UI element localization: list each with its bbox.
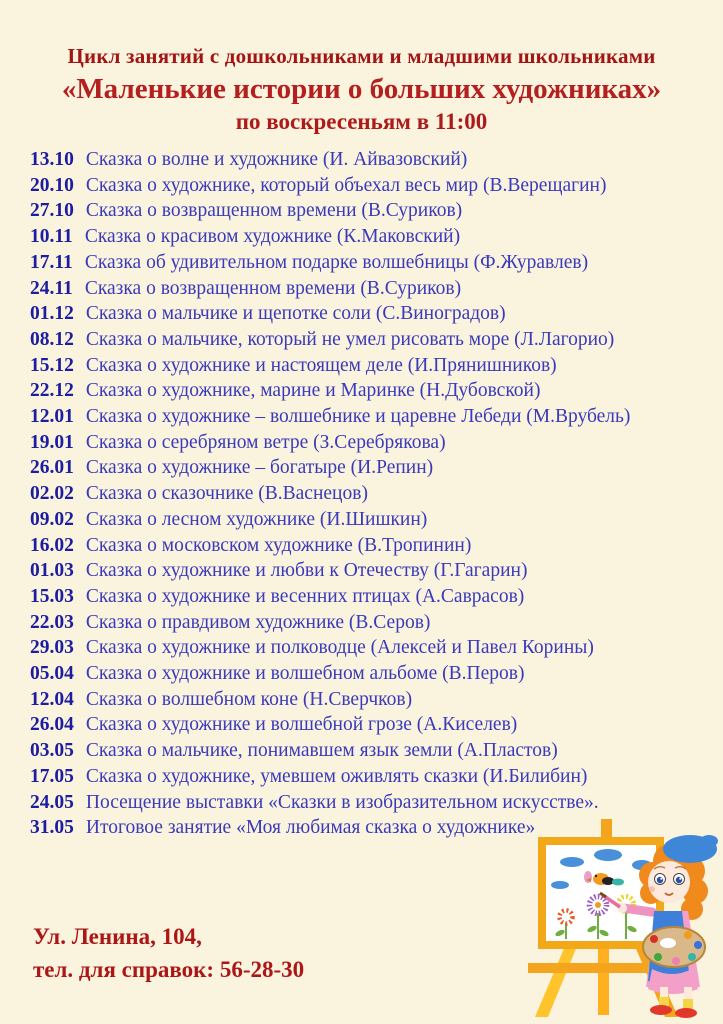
event-row <box>30 481 713 507</box>
event-date: 26.04 <box>30 714 74 736</box>
event-row <box>30 276 713 302</box>
event-row <box>30 301 713 327</box>
event-title: Сказка о художнике и весенних птицах (А.Саврасов) <box>85 585 525 607</box>
event-title: Сказка о волшебном коне (Н.Сверчков) <box>85 688 413 710</box>
event-title: Сказка о правдивом художнике (В.Серов) <box>85 611 431 633</box>
event-row <box>30 507 713 533</box>
event-row <box>30 764 713 790</box>
event-title: Сказка о художнике и любви к Отечеству (Г.Гагарин) <box>85 560 528 582</box>
event-row <box>30 790 713 816</box>
event-date: 12.04 <box>30 688 74 710</box>
event-date: 08.12 <box>30 328 74 350</box>
event-row <box>30 635 713 661</box>
event-title: Сказка о волне и художнике (И. Айвазовский) <box>85 149 468 170</box>
event-title: Сказка о мальчике и щепотке соли (С.Виноградов) <box>85 303 506 325</box>
event-date: 26.01 <box>30 457 74 479</box>
address-line: Ул. Ленина, 104, <box>33 924 202 949</box>
event-date: 01.03 <box>30 560 74 582</box>
events-list <box>0 147 723 841</box>
event-row <box>30 455 713 481</box>
event-row <box>30 378 713 404</box>
girl-blush <box>649 886 655 892</box>
event-row <box>30 198 713 224</box>
event-date: 10.11 <box>30 226 73 248</box>
event-title: Посещение выставки «Сказки в изобразительном искусстве». <box>85 791 599 813</box>
page-title: «Маленькие истории о больших художниках» <box>61 73 662 105</box>
schedule-line: по воскресеньям в 11:00 <box>235 109 488 134</box>
event-date: 20.10 <box>30 174 74 196</box>
event-title: Сказка о мальчике, который не умел рисовать море (Л.Лагорио) <box>85 328 615 350</box>
event-title: Сказка о сказочнике (В.Васнецов) <box>85 483 368 505</box>
event-date: 22.12 <box>30 380 74 402</box>
event-date: 31.05 <box>30 817 74 839</box>
event-row <box>30 533 713 559</box>
event-title: Сказка об удивительном подарке волшебницы (Ф.Журавлев) <box>84 251 589 273</box>
event-date: 15.03 <box>30 585 74 607</box>
event-row <box>30 224 713 250</box>
paint-palette <box>643 927 705 967</box>
event-date: 03.05 <box>30 740 74 762</box>
event-row <box>30 147 713 173</box>
event-row <box>30 327 713 353</box>
event-row <box>30 661 713 687</box>
event-date: 17.11 <box>30 251 73 273</box>
event-date: 15.12 <box>30 354 74 376</box>
event-date: 16.02 <box>30 534 74 556</box>
event-title: Сказка о красивом художнике (К.Маковский) <box>84 226 461 248</box>
event-title: Сказка о художнике и волшебном альбоме (В.Перов) <box>85 663 525 685</box>
event-date: 12.01 <box>30 406 74 428</box>
event-date: 19.01 <box>30 431 74 453</box>
event-date: 09.02 <box>30 508 74 530</box>
event-title: Сказка о возвращенном времени (В.Суриков) <box>84 277 462 299</box>
event-title: Сказка о художнике – волшебнике и царевне Лебеди (М.Врубель) <box>85 406 631 428</box>
event-row <box>30 610 713 636</box>
event-row <box>30 173 713 199</box>
event-date: 22.03 <box>30 611 74 633</box>
event-title: Сказка о серебряном ветре (З.Серебрякова) <box>85 431 446 453</box>
event-date: 29.03 <box>30 637 74 659</box>
event-row <box>30 738 713 764</box>
event-row <box>30 404 713 430</box>
event-date: 13.10 <box>30 149 74 170</box>
contact-info <box>33 920 304 986</box>
event-title: Сказка о художнике, который объехал весь мир (В.Верещагин) <box>85 174 607 196</box>
event-date: 02.02 <box>30 483 74 505</box>
event-title: Сказка о лесном художнике (И.Шишкин) <box>85 508 428 530</box>
event-row <box>30 250 713 276</box>
event-row <box>30 687 713 713</box>
event-title: Сказка о художнике, умевшем оживлять сказки (И.Билибин) <box>85 765 588 787</box>
event-title: Сказка о художнике, марине и Маринке (Н.Дубовской) <box>85 380 541 402</box>
header-subtitle: Цикл занятий с дошкольниками и младшими школьниками <box>67 44 656 68</box>
event-date: 27.10 <box>30 200 74 222</box>
event-title: Сказка о художнике и полководце (Алексей и Павел Корины) <box>85 637 594 659</box>
event-row <box>30 430 713 456</box>
event-date: 24.11 <box>30 277 73 299</box>
event-date: 24.05 <box>30 791 74 813</box>
beret <box>663 835 718 863</box>
event-title: Сказка о художнике – богатыре (И.Репин) <box>85 457 434 479</box>
girl-painting-at-easel-illustration <box>502 819 720 1019</box>
event-row <box>30 712 713 738</box>
event-title: Итоговое занятие «Моя любимая сказка о художнике» <box>85 817 536 839</box>
event-row <box>30 584 713 610</box>
event-date: 01.12 <box>30 303 74 325</box>
event-title: Сказка о возвращенном времени (В.Суриков) <box>85 200 463 222</box>
phone-line: тел. для справок: 56-28-30 <box>33 957 305 982</box>
event-title: Сказка о художнике и волшебной грозе (А.Киселев) <box>85 714 518 736</box>
event-row <box>30 558 713 584</box>
poster-header <box>0 0 723 135</box>
event-title: Сказка о мальчике, понимавшем язык земли (А.Пластов) <box>85 740 558 762</box>
event-row <box>30 353 713 379</box>
event-date: 05.04 <box>30 663 74 685</box>
event-title: Сказка о московском художнике (В.Тропинин) <box>85 534 472 556</box>
event-date: 17.05 <box>30 765 74 787</box>
event-title: Сказка о художнике и настоящем деле (И.Прянишников) <box>85 354 557 376</box>
